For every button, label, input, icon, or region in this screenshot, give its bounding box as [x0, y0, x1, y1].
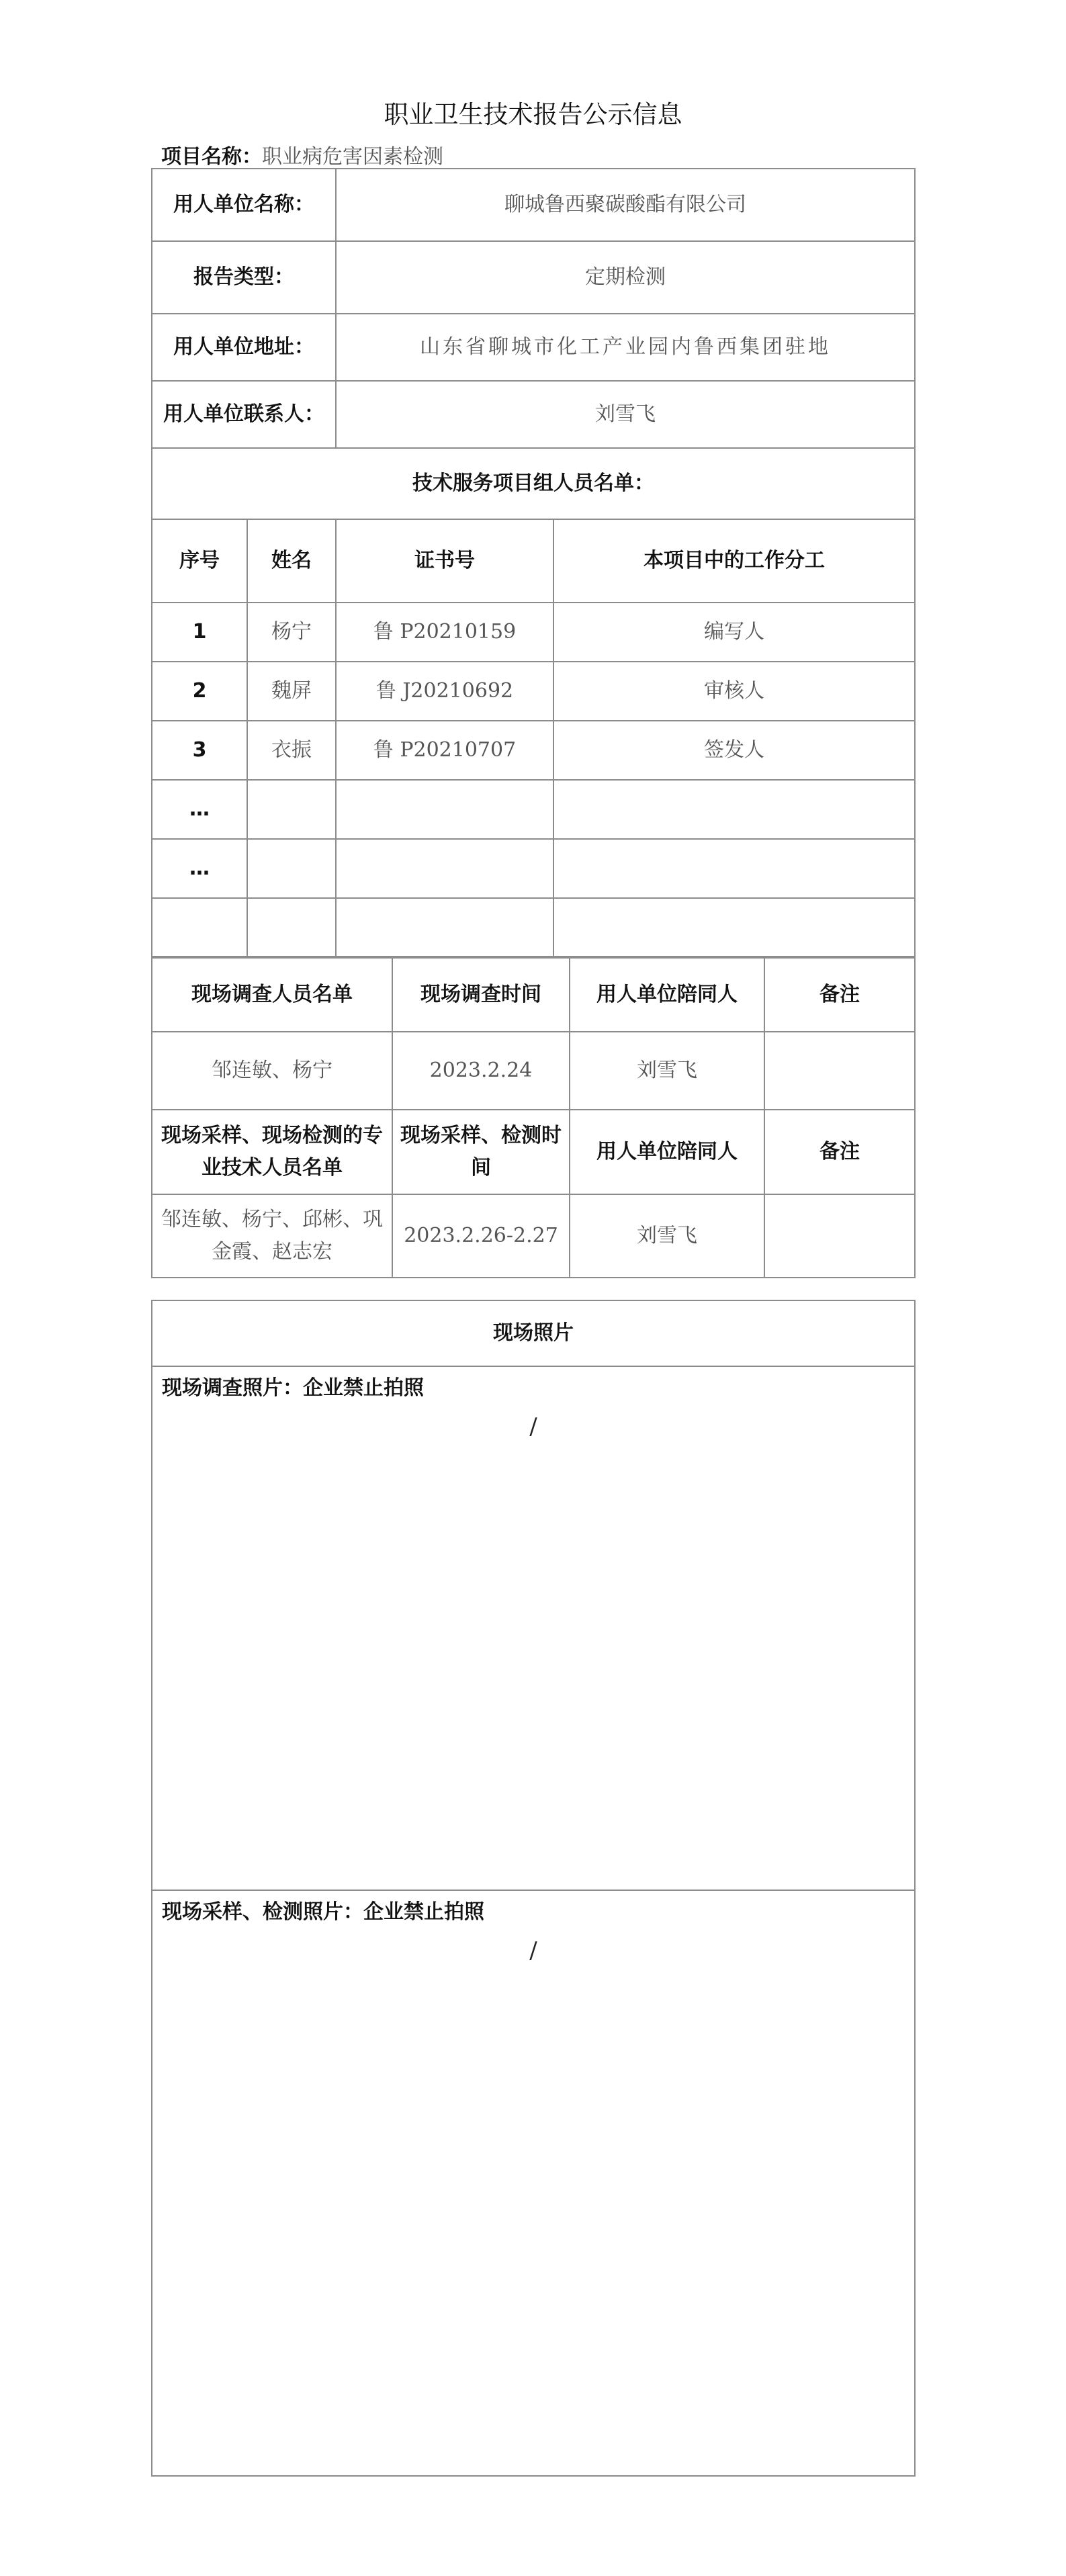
table-row — [152, 1194, 915, 1278]
info-row — [152, 169, 915, 241]
survey-photo-placeholder: / — [529, 1413, 537, 1440]
project-name-value: 职业病危害因素检测 — [262, 145, 443, 169]
row-index — [152, 898, 247, 957]
cert-number — [336, 780, 553, 839]
col-cert-header: 证书号 — [336, 519, 553, 603]
member-name: 杨宁 — [247, 603, 336, 662]
project-name — [161, 140, 443, 169]
row-index: … — [152, 839, 247, 898]
work-role — [553, 839, 915, 898]
sampling-remark — [764, 1194, 915, 1278]
survey-escort-header: 用人单位陪同人 — [570, 958, 764, 1032]
col-index-header: 序号 — [152, 519, 247, 603]
survey-remark — [764, 1032, 915, 1110]
table-row — [152, 780, 915, 839]
photo-table — [151, 1300, 916, 2477]
cert-number — [336, 898, 553, 957]
survey-table — [151, 957, 916, 1278]
document-title: 职业卫生技术报告公示信息 — [384, 100, 682, 129]
sampling-staff: 邹连敏、杨宁、邱彬、巩金霞、赵志宏 — [152, 1194, 392, 1278]
info-row — [152, 381, 915, 448]
work-role: 编写人 — [553, 603, 915, 662]
employer-address-value: 山东省聊城市化工产业园内鲁西集团驻地 — [336, 314, 915, 381]
work-role: 签发人 — [553, 721, 915, 780]
team-heading: 技术服务项目组人员名单： — [152, 448, 915, 519]
table-row — [152, 662, 915, 721]
cert-number: 鲁 P20210159 — [336, 603, 553, 662]
sampling-photo-caption: 现场采样、检测照片：企业禁止拍照 — [162, 1900, 484, 1924]
info-row — [152, 314, 915, 381]
survey-remark-header: 备注 — [764, 958, 915, 1032]
table-row — [152, 603, 915, 662]
work-role — [553, 898, 915, 957]
sampling-escort-header: 用人单位陪同人 — [570, 1110, 764, 1194]
info-row — [152, 241, 915, 314]
sampling-photo-section — [152, 1890, 915, 2476]
row-index: 3 — [152, 721, 247, 780]
employer-address-label: 用人单位地址： — [152, 314, 336, 381]
employer-contact-value: 刘雪飞 — [336, 381, 915, 448]
sampling-time-header: 现场采样、检测时间 — [392, 1110, 570, 1194]
project-name-label: 项目名称： — [161, 145, 262, 169]
sampling-time: 2023.2.26-2.27 — [392, 1194, 570, 1278]
team-header-row — [152, 519, 915, 603]
survey-photo-caption: 现场调查照片：企业禁止拍照 — [162, 1376, 424, 1400]
member-name — [247, 839, 336, 898]
cert-number: 鲁 P20210707 — [336, 721, 553, 780]
work-role: 审核人 — [553, 662, 915, 721]
report-info-table — [151, 168, 916, 957]
row-index: 1 — [152, 603, 247, 662]
table-row — [152, 721, 915, 780]
sampling-photo-placeholder: / — [529, 1937, 537, 1964]
table-row — [152, 839, 915, 898]
survey-staff: 邹连敏、杨宁 — [152, 1032, 392, 1110]
cert-number — [336, 839, 553, 898]
employer-name-value: 聊城鲁西聚碳酸酯有限公司 — [336, 169, 915, 241]
table-row — [152, 1032, 915, 1110]
member-name — [247, 898, 336, 957]
sampling-staff-header: 现场采样、现场检测的专业技术人员名单 — [152, 1110, 392, 1194]
survey-escort: 刘雪飞 — [570, 1032, 764, 1110]
row-index: 2 — [152, 662, 247, 721]
employer-contact-label: 用人单位联系人： — [152, 381, 336, 448]
member-name: 衣振 — [247, 721, 336, 780]
col-role-header: 本项目中的工作分工 — [553, 519, 915, 603]
team-heading-row — [152, 448, 915, 519]
survey-time: 2023.2.24 — [392, 1032, 570, 1110]
sampling-header-row — [152, 1110, 915, 1194]
table-row — [152, 898, 915, 957]
photo-heading: 现场照片 — [152, 1300, 915, 1366]
col-name-header: 姓名 — [247, 519, 336, 603]
sampling-photo-row — [152, 1890, 915, 2476]
report-type-value: 定期检测 — [336, 241, 915, 314]
survey-header-row — [152, 958, 915, 1032]
survey-time-header: 现场调查时间 — [392, 958, 570, 1032]
sampling-escort: 刘雪飞 — [570, 1194, 764, 1278]
member-name — [247, 780, 336, 839]
work-role — [553, 780, 915, 839]
member-name: 魏屏 — [247, 662, 336, 721]
survey-staff-header: 现场调查人员名单 — [152, 958, 392, 1032]
survey-photo-section — [152, 1366, 915, 1890]
sampling-remark-header: 备注 — [764, 1110, 915, 1194]
cert-number: 鲁 J20210692 — [336, 662, 553, 721]
survey-photo-row — [152, 1366, 915, 1890]
employer-name-label: 用人单位名称： — [152, 169, 336, 241]
photo-heading-row — [152, 1300, 915, 1366]
report-type-label: 报告类型： — [152, 241, 336, 314]
row-index: … — [152, 780, 247, 839]
